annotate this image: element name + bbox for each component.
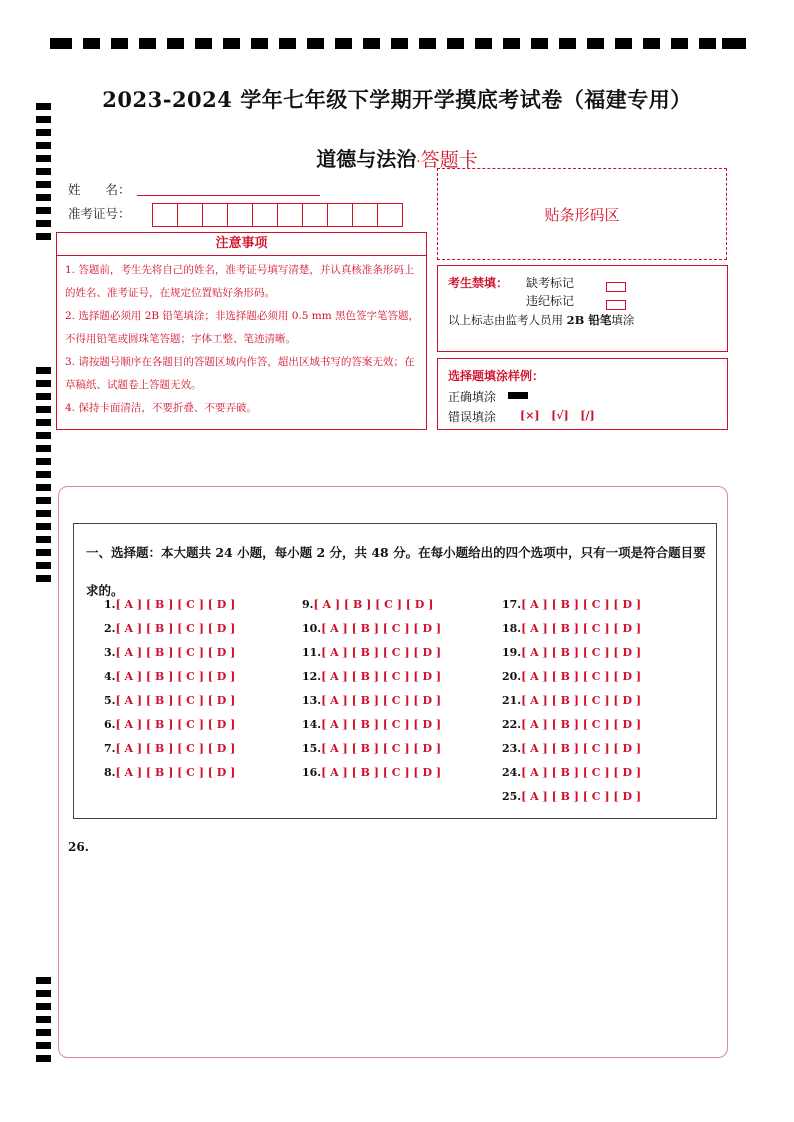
timing-mark — [36, 523, 51, 530]
notice-box — [56, 232, 427, 430]
barcode-area — [437, 168, 727, 260]
multiple-choice-section — [73, 523, 717, 819]
question-number: 14. — [302, 718, 322, 731]
question-number: 16. — [302, 766, 322, 779]
timing-mark — [36, 497, 51, 504]
top-timing-marks — [50, 38, 746, 50]
timing-mark — [36, 1042, 51, 1049]
option-bubbles[interactable]: [ A ] [ B ] [ C ] [ D ] — [115, 694, 236, 707]
question-number: 17. — [502, 598, 522, 611]
timing-mark — [36, 233, 51, 240]
question-number: 6. — [104, 718, 116, 731]
timing-mark — [36, 207, 51, 214]
option-bubbles[interactable]: [ A ] [ B ] [ C ] [ D ] — [521, 694, 642, 707]
option-bubbles[interactable]: [ A ] [ B ] [ C ] [ D ] — [321, 622, 442, 635]
option-bubbles[interactable]: [ A ] [ B ] [ C ] [ D ] — [521, 766, 642, 779]
id-digit-box[interactable] — [377, 203, 403, 227]
notice-item: 1. 答题前，考生先将自己的姓名，准考证号填写清楚，并认真核准条形码上的姓名、准考证号，在规定位置贴好条形码。 — [65, 264, 415, 299]
proctor-note-prefix: 以上标志由监考人员用 — [448, 313, 567, 327]
notice-item: 3. 请按题号顺序在各题目的答题区域内作答，超出区域书写的答案无效；在草稿纸、试题卷上答题无效。 — [65, 356, 415, 391]
question-11-options[interactable] — [302, 646, 441, 659]
fill-sample-heading: 选择题填涂样例： — [448, 369, 545, 383]
timing-mark — [36, 1016, 51, 1023]
timing-mark — [36, 406, 51, 413]
question-16-options[interactable] — [302, 766, 441, 779]
id-digit-box[interactable] — [277, 203, 303, 227]
timing-mark — [36, 129, 51, 136]
question-7-options[interactable] — [104, 742, 235, 755]
wrong-fill-label: 错误填涂 — [448, 410, 497, 424]
exam-id-boxes[interactable] — [152, 203, 402, 227]
id-digit-box[interactable] — [252, 203, 278, 227]
question-number: 15. — [302, 742, 322, 755]
option-bubbles[interactable]: [ A ] [ B ] [ C ] [ D ] — [321, 766, 442, 779]
timing-mark — [36, 510, 51, 517]
option-bubbles[interactable]: [ A ] [ B ] [ C ] [ D ] — [521, 646, 642, 659]
notice-item: 2. 选择题必须用 2B 铅笔填涂；非选择题必须用 0.5 mm 黑色签字笔答题，不得用铅笔或圆珠笔答题；字体工整、笔迹清晰。 — [65, 310, 420, 345]
question-number: 11. — [302, 646, 322, 659]
id-digit-box[interactable] — [152, 203, 178, 227]
id-digit-box[interactable] — [227, 203, 253, 227]
question-13-options[interactable] — [302, 694, 441, 707]
answer-card-label: 答题卡 — [420, 149, 478, 171]
question-8-options[interactable] — [104, 766, 235, 779]
option-bubbles[interactable]: [ A ] [ B ] [ C ] [ D ] — [115, 622, 236, 635]
question-number: 22. — [502, 718, 522, 731]
question-20-options[interactable] — [502, 670, 641, 683]
timing-mark — [36, 367, 51, 374]
question-15-options[interactable] — [302, 742, 441, 755]
question-6-options[interactable] — [104, 718, 235, 731]
question-number: 7. — [104, 742, 116, 755]
question-number: 18. — [502, 622, 522, 635]
option-bubbles[interactable]: [ A ] [ B ] [ C ] [ D ] — [321, 646, 442, 659]
id-digit-box[interactable] — [352, 203, 378, 227]
question-17-options[interactable] — [502, 598, 641, 611]
question-number: 2. — [104, 622, 116, 635]
option-bubbles[interactable]: [ A ] [ B ] [ C ] [ D ] — [115, 742, 236, 755]
question-number: 21. — [502, 694, 522, 707]
question-26-label: 26. — [68, 840, 89, 854]
name-label: 姓 名： — [68, 182, 131, 197]
violation-mark-box[interactable] — [606, 294, 626, 313]
timing-mark — [36, 116, 51, 123]
timing-mark — [36, 990, 51, 997]
question-14-options[interactable] — [302, 718, 441, 731]
question-12-options[interactable] — [302, 670, 441, 683]
timing-mark — [36, 220, 51, 227]
proctor-only-label: 考生禁填： — [448, 276, 509, 290]
notice-item: 4. 保持卡面清洁，不要折叠、不要弄破。 — [65, 402, 257, 414]
question-number: 19. — [502, 646, 522, 659]
exam-title: 2023-2024 学年七年级下学期开学摸底考试卷（福建专用） — [102, 87, 692, 112]
question-10-options[interactable] — [302, 622, 441, 635]
option-bubbles[interactable]: [ A ] [ B ] [ C ] [ D ] — [115, 598, 236, 611]
timing-mark — [36, 484, 51, 491]
question-number: 12. — [302, 670, 322, 683]
proctor-note-suffix: 填涂 — [611, 313, 635, 327]
timing-mark — [36, 575, 51, 582]
timing-mark — [36, 471, 51, 478]
absent-mark-label: 缺考标记 — [526, 276, 575, 290]
option-bubbles[interactable]: [ A ] [ B ] [ C ] [ D ] — [521, 670, 642, 683]
question-19-options[interactable] — [502, 646, 641, 659]
option-bubbles[interactable]: [ A ] [ B ] [ C ] [ D ] — [521, 718, 642, 731]
timing-mark — [36, 458, 51, 465]
question-number: 5. — [104, 694, 116, 707]
id-digit-box[interactable] — [202, 203, 228, 227]
option-bubbles[interactable]: [ A ] [ B ] [ C ] [ D ] — [521, 622, 642, 635]
option-bubbles[interactable]: [ A ] [ B ] [ C ] [ D ] — [521, 790, 642, 803]
question-number: 10. — [302, 622, 322, 635]
question-number: 20. — [502, 670, 522, 683]
option-bubbles[interactable]: [ A ] [ B ] [ C ] [ D ] — [115, 670, 236, 683]
option-bubbles[interactable]: [ A ] [ B ] [ C ] [ D ] — [521, 742, 642, 755]
option-bubbles[interactable]: [ A ] [ B ] [ C ] [ D ] — [115, 718, 236, 731]
section-heading: 一、选择题：本大题共 24 小题，每小题 2 分，共 48 分。在每小题给出的四个选项中，只有一项是符合题目要求的。 — [86, 545, 706, 598]
timing-mark — [36, 445, 51, 452]
timing-mark — [36, 393, 51, 400]
option-bubbles[interactable]: [ A ] [ B ] [ C ] [ D ] — [313, 598, 434, 611]
question-number: 25. — [502, 790, 522, 803]
timing-mark — [36, 1055, 51, 1062]
id-digit-box[interactable] — [327, 203, 353, 227]
question-22-options[interactable] — [502, 718, 641, 731]
violation-mark-label: 违纪标记 — [526, 294, 575, 308]
correct-fill-mark — [508, 392, 528, 399]
fill-sample-box — [437, 358, 728, 430]
absent-mark-box[interactable] — [606, 276, 626, 295]
correct-fill-label: 正确填涂 — [448, 390, 497, 404]
proctor-note-bold: 2B 铅笔 — [566, 313, 612, 327]
question-number: 9. — [302, 598, 314, 611]
question-25-options[interactable] — [502, 790, 641, 803]
id-digit-box[interactable] — [302, 203, 328, 227]
question-23-options[interactable] — [502, 742, 641, 755]
timing-mark — [36, 1029, 51, 1036]
question-2-options[interactable] — [104, 622, 235, 635]
question-9-options[interactable] — [302, 598, 433, 611]
question-5-options[interactable] — [104, 694, 235, 707]
proctor-note — [448, 312, 634, 328]
timing-mark — [36, 194, 51, 201]
proctor-only-box — [437, 265, 728, 352]
question-1-options[interactable] — [104, 598, 235, 611]
question-18-options[interactable] — [502, 622, 641, 635]
timing-mark — [36, 1003, 51, 1010]
option-bubbles[interactable]: [ A ] [ B ] [ C ] [ D ] — [115, 766, 236, 779]
question-number: 1. — [104, 598, 116, 611]
question-number: 8. — [104, 766, 116, 779]
option-bubbles[interactable]: [ A ] [ B ] [ C ] [ D ] — [115, 646, 236, 659]
option-bubbles[interactable]: [ A ] [ B ] [ C ] [ D ] — [521, 598, 642, 611]
timing-mark — [36, 977, 51, 984]
timing-mark — [36, 380, 51, 387]
question-number: 4. — [104, 670, 116, 683]
name-input-line[interactable] — [137, 194, 320, 196]
timing-mark — [36, 181, 51, 188]
question-4-options[interactable] — [104, 670, 235, 683]
option-bubbles[interactable]: [ A ] [ B ] [ C ] [ D ] — [321, 670, 442, 683]
question-24-options[interactable] — [502, 766, 641, 779]
timing-mark — [36, 432, 51, 439]
timing-mark — [36, 536, 51, 543]
notice-heading: 注意事项 — [57, 233, 426, 256]
wrong-fill-marks: [×] [√] [/] — [520, 409, 595, 422]
question-number: 13. — [302, 694, 322, 707]
subtitle-separator: · — [416, 154, 421, 170]
barcode-label: 贴条形码区 — [544, 205, 620, 224]
question-3-options[interactable] — [104, 646, 235, 659]
question-21-options[interactable] — [502, 694, 641, 707]
option-bubbles[interactable]: [ A ] [ B ] [ C ] [ D ] — [321, 718, 442, 731]
option-bubbles[interactable]: [ A ] [ B ] [ C ] [ D ] — [321, 694, 442, 707]
timing-mark — [36, 419, 51, 426]
timing-mark — [36, 562, 51, 569]
id-label: 准考证号： — [68, 206, 131, 221]
question-number: 23. — [502, 742, 522, 755]
question-number: 3. — [104, 646, 116, 659]
id-digit-box[interactable] — [177, 203, 203, 227]
timing-mark — [36, 549, 51, 556]
question-number: 24. — [502, 766, 522, 779]
subject-name: 道德与法治 — [316, 147, 417, 171]
option-bubbles[interactable]: [ A ] [ B ] [ C ] [ D ] — [321, 742, 442, 755]
